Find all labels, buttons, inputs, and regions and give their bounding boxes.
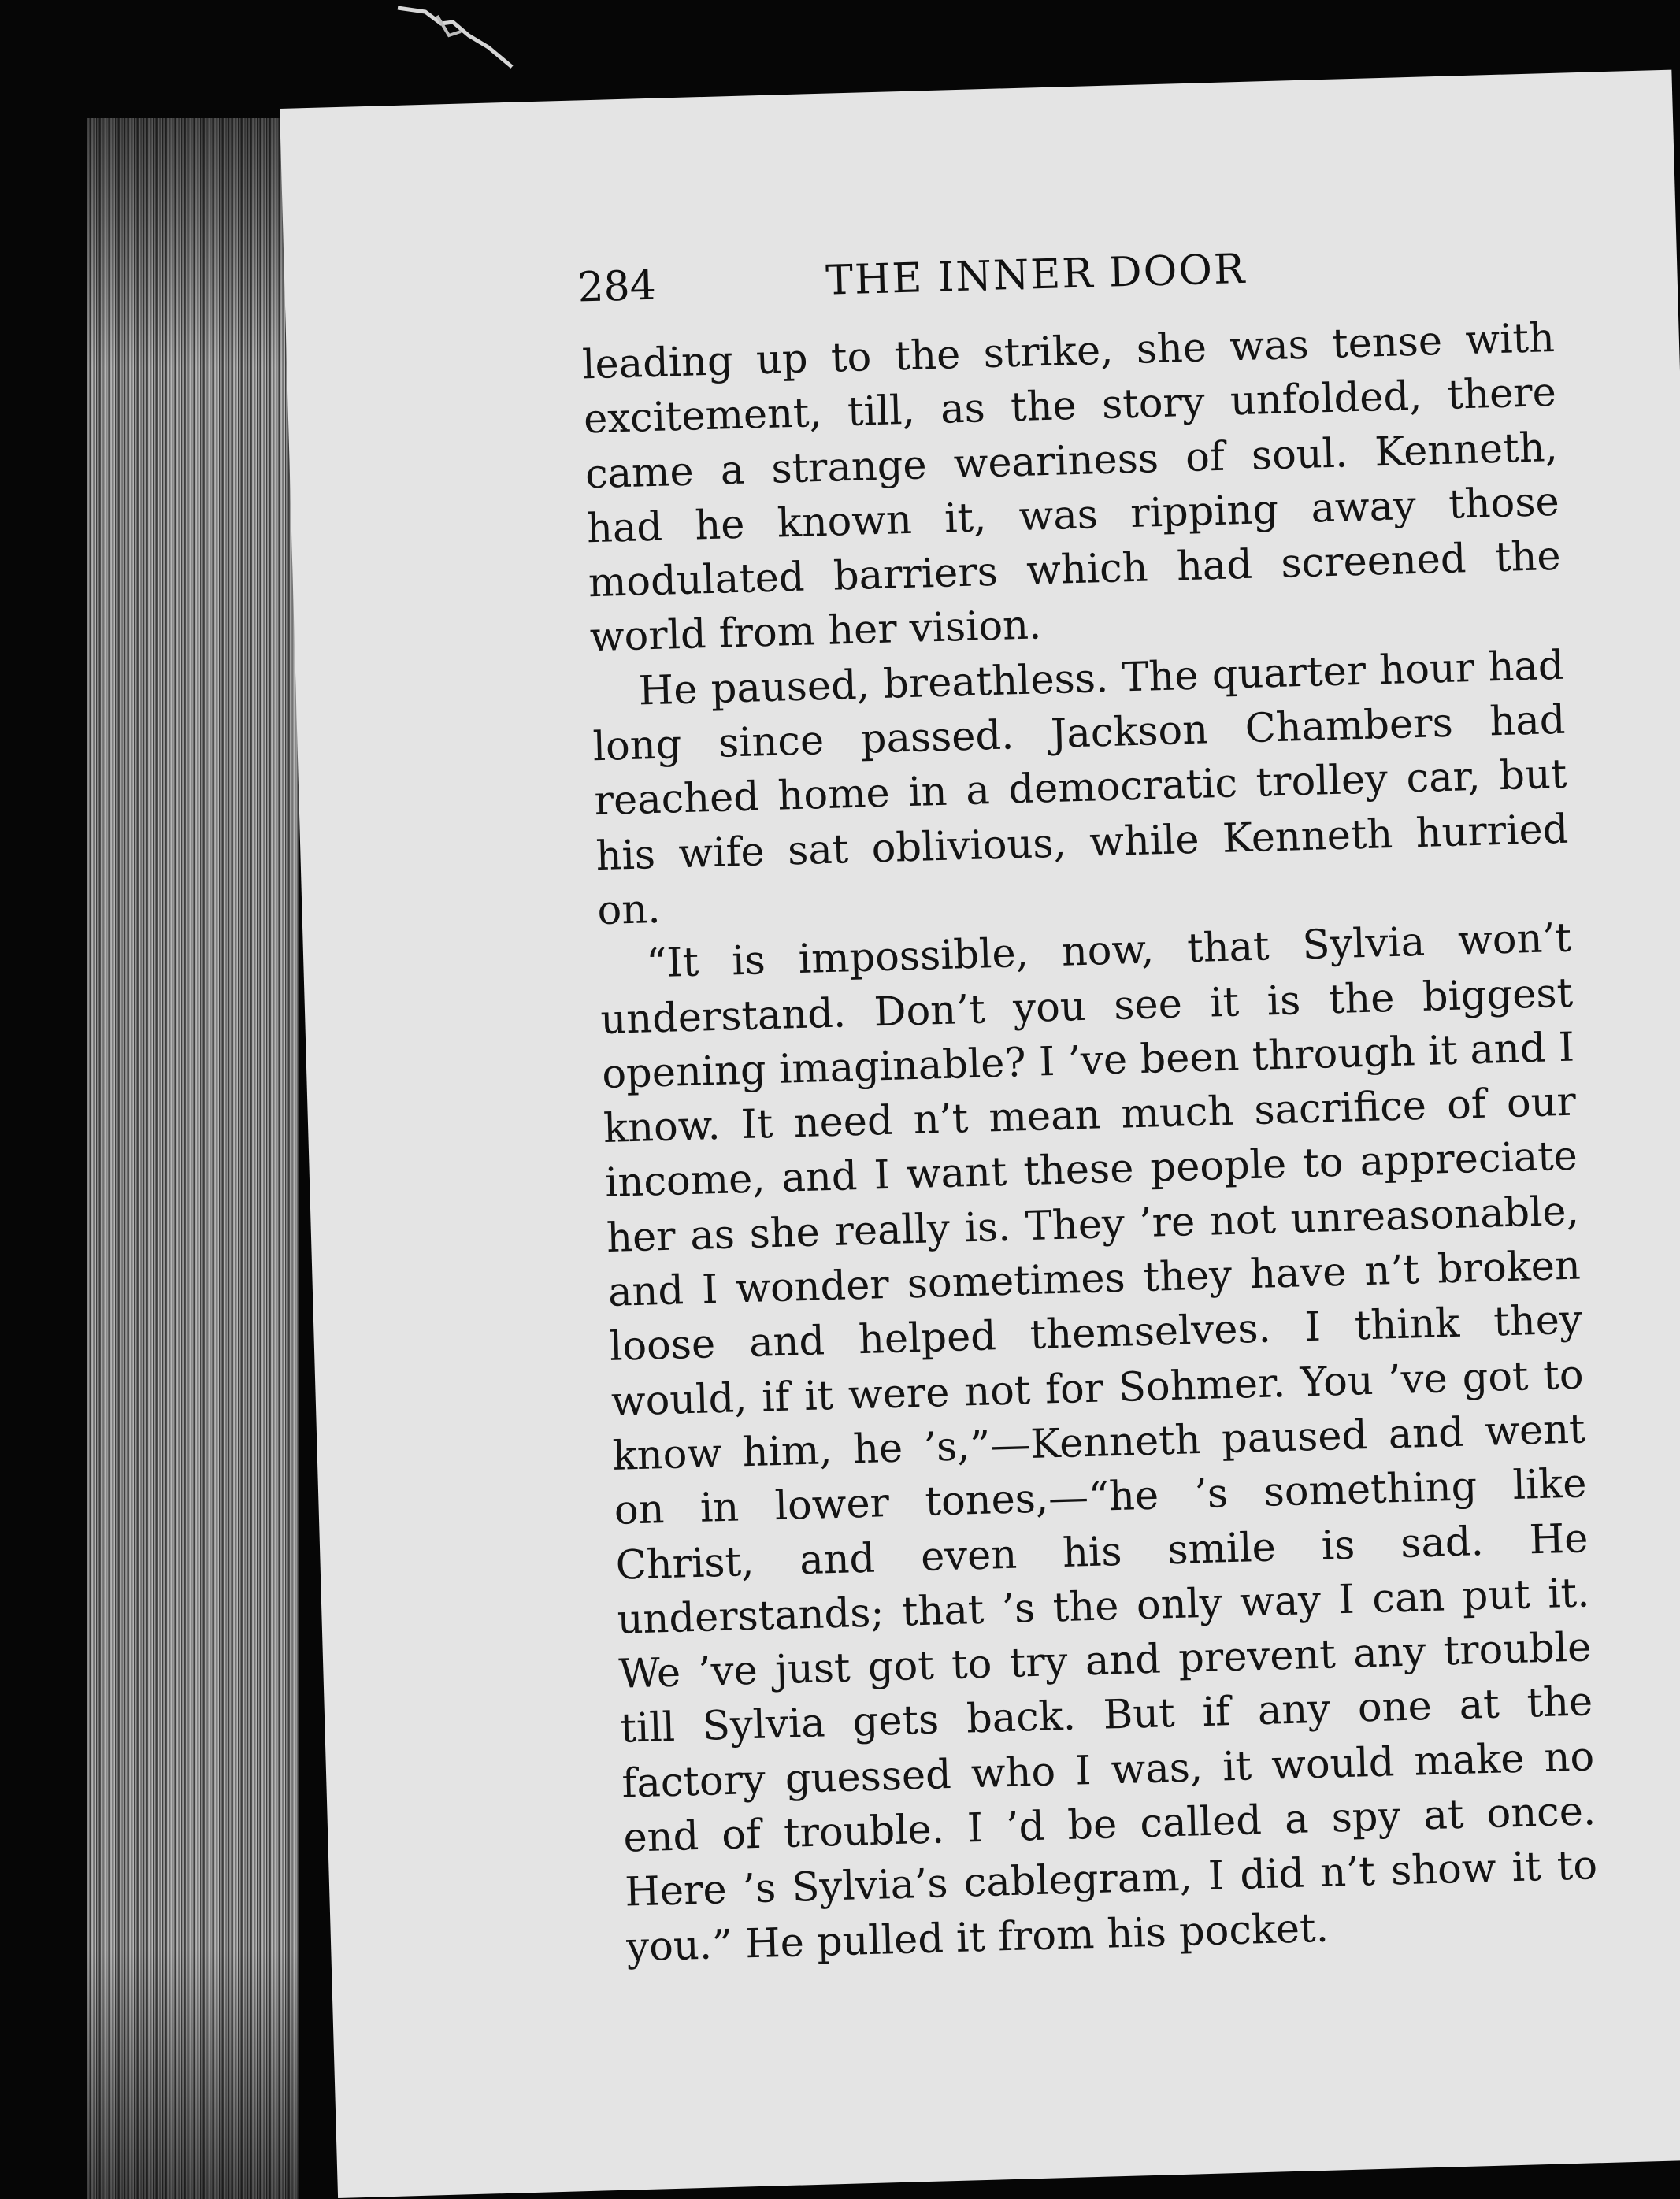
scan-artifact-mark <box>394 0 520 75</box>
paragraph: He paused, breathless. The quarter hour had long since passed. Jackson Chambers had reached home in a democratic trolley car, but his wife sat oblivious, while Kenneth hurried on. <box>592 642 1570 935</box>
page-body <box>581 311 1600 1975</box>
book-page <box>280 70 1680 2198</box>
page-edges <box>87 118 299 2199</box>
running-title: THE INNER DOOR <box>825 245 1247 305</box>
paragraph: leading up to the strike, she was tense with excitement, till, as the story unfolded, there came a strange weariness of soul. Kenneth, had he known it, was ripping away those modulated barriers which had screened the world from her vision. <box>581 314 1562 662</box>
paragraph: “It is impossible, now, that Sylvia won’t understand. Don’t you see it is the biggest opening imaginable? I ’ve been through it and I know. It need n’t mean much sacrifice of our income, and I want these people to appreciate her as she really is. They ’re not unreasonable, and I wonder sometimes they have n’t broken loose and helped themselves. I think they would, if it were not for Sohmer. You ’ve got to know him, he ’s,”—Kenneth paused and went on in lower tones,—“he ’s something like Christ, and even his smile is sad. He understands; that ’s the only way I can put it. We ’ve just got to try and prevent any trouble till Sylvia gets back. But if any one at the factory guessed who I was, it would make no end of trouble. I ’d be called a spy at once. Here ’s Sylvia’s cablegram, I did n’t show it to you.” He pulled it from his pocket. <box>599 914 1598 1971</box>
page-number: 284 <box>577 261 657 312</box>
